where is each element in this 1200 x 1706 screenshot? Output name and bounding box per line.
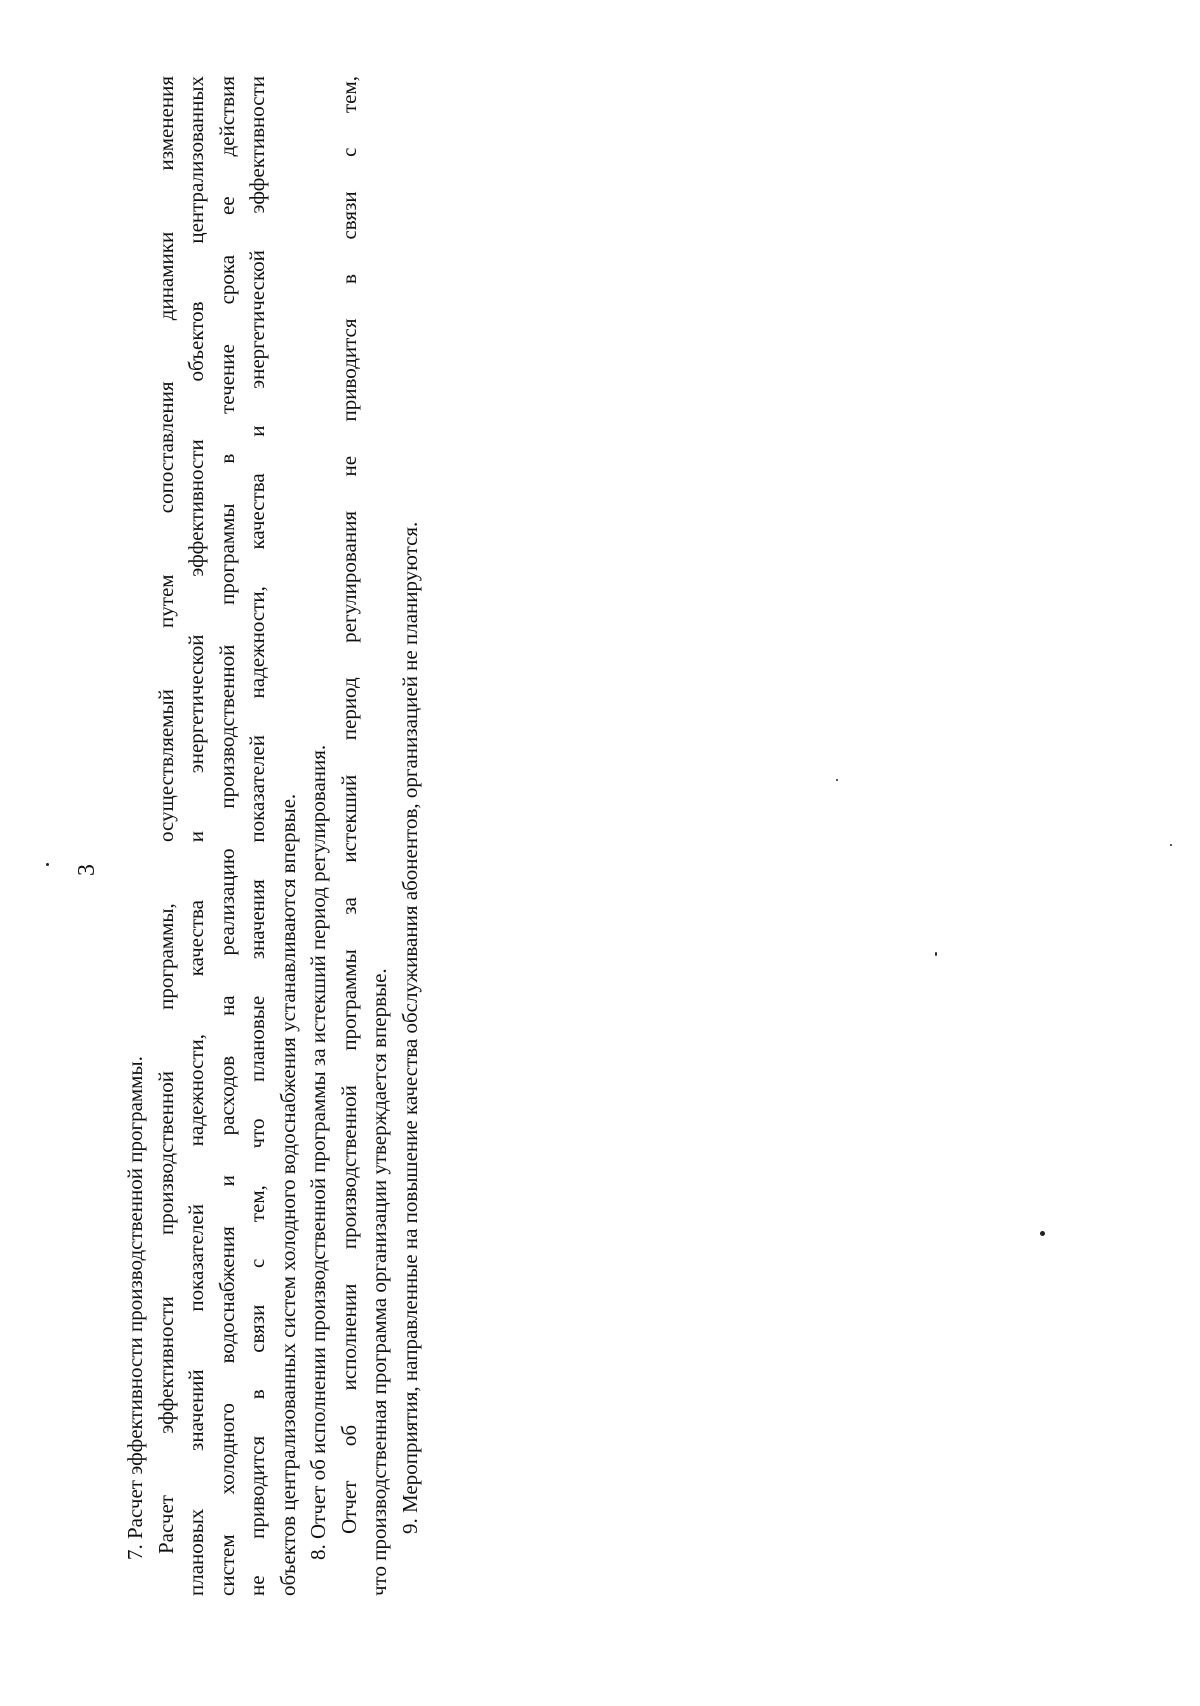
section-7-paragraph-line: Расчет эффективности производственной программы, осуществляемый путем сопоставления динамики изменения bbox=[153, 76, 178, 1554]
scan-speck bbox=[1040, 1231, 1045, 1236]
section-7-paragraph-line: объектов централизованных систем холодного водоснабжения устанавливаются впервые. bbox=[275, 793, 300, 1596]
section-7-heading: 7. Расчет эффективности производственной программы. bbox=[123, 1056, 147, 1560]
section-7-paragraph-line: систем холодного водоснабжения и расходов на реализацию производственной программы в течение срока ее действия bbox=[214, 76, 239, 1596]
section-8-paragraph-line: что производственная программа организации утверждается впервые. bbox=[367, 968, 391, 1596]
document-body bbox=[120, 76, 425, 1596]
section-7-paragraph-line: плановых значений показателей надежности, качества и энергетической эффективности объектов централизованных bbox=[184, 76, 208, 1596]
page-number: 3 bbox=[74, 864, 100, 876]
section-9-heading: 9. Мероприятия, направленные на повышение качества обслуживания абонентов, организацией не планируются. bbox=[397, 521, 422, 1534]
section-7-paragraph-line: не приводится в связи с тем, что плановые значения показателей надежности, качества и энергетической эффективности bbox=[245, 76, 269, 1596]
section-8-heading: 8. Отчет об исполнении производственной программы за истекший период регулирования. bbox=[306, 744, 330, 1560]
scan-speck bbox=[1170, 844, 1172, 846]
scan-speck bbox=[46, 863, 49, 866]
section-8-paragraph-line: Отчет об исполнении производственной программы за истекший период регулирования не приводится в связи с тем, bbox=[336, 76, 361, 1534]
scan-speck bbox=[935, 952, 937, 956]
scan-speck bbox=[836, 779, 838, 781]
